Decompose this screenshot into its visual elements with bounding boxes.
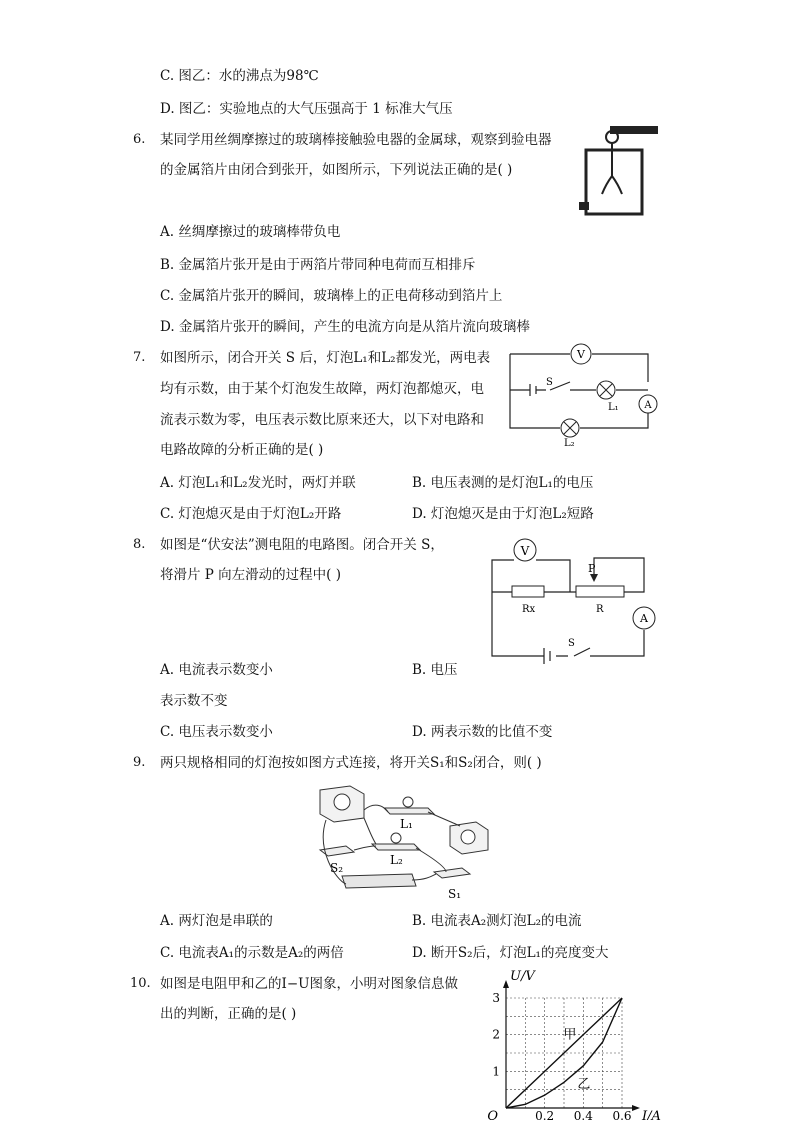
q8-option-b-part-1: B. 电压 (412, 662, 458, 678)
x-tick-label: 0.2 (535, 1109, 555, 1120)
voltmeter-label: V (577, 348, 585, 361)
q6-option-b: B. 金属箔片张开是由于两箔片带同种电荷而互相排斥 (160, 257, 476, 273)
question-9-number: 9. (133, 755, 146, 770)
outer-wire (510, 354, 648, 428)
q6-option-a: A. 丝绸摩擦过的玻璃棒带负电 (160, 224, 341, 240)
y-tick-label: 1 (492, 1064, 500, 1079)
origin-label: O (487, 1109, 498, 1120)
y-axis-label: U/V (510, 969, 535, 984)
q8-option-a: A. 电流表示数变小 (160, 662, 273, 678)
foil-right (612, 176, 622, 194)
foil-left (602, 176, 612, 194)
x-axis-arrow (632, 1105, 640, 1111)
lamp-l2-base (372, 844, 420, 850)
q8-option-c: C. 电压表示数变小 (160, 724, 273, 740)
resistor-rx (512, 586, 544, 597)
q6-option-d: D. 金属箔片张开的瞬间，产生的电流方向是从箔片流向玻璃棒 (160, 319, 530, 335)
question-7-stem-line-3: 流表示数为零，电压表示数比原来还大，以下对电路和 (160, 412, 484, 428)
q7-option-b: B. 电压表测的是灯泡L₁的电压 (412, 475, 594, 491)
switch-s1 (434, 868, 470, 878)
series-label-yi: 乙 (577, 1076, 591, 1092)
q8-circuit-figure (484, 532, 668, 664)
y-tick-label: 3 (492, 991, 500, 1005)
q7-option-a: A. 灯泡L₁和L₂发光时，两灯并联 (160, 475, 356, 491)
electroscope-figure (576, 124, 660, 220)
q6-option-c: C. 金属箔片张开的瞬间，玻璃棒上的正电荷移动到箔片上 (160, 288, 503, 304)
electroscope-case (586, 150, 642, 214)
question-8-number: 8. (133, 537, 146, 552)
lamp-l1-label: L₁ (608, 402, 619, 413)
series-label-jia: 甲 (563, 1027, 577, 1043)
ammeter-label: A (644, 400, 652, 411)
ammeter-a2-dial (461, 830, 475, 844)
question-10-number: 10. (130, 976, 151, 991)
question-6-number: 6. (133, 132, 146, 147)
battery (544, 648, 550, 664)
q8-option-b-part-2: 表示数不变 (160, 693, 228, 709)
lamp-l2-bulb (391, 833, 401, 843)
switch-s2-label: S₂ (330, 861, 344, 875)
lamp-l1-bulb (403, 797, 413, 807)
x-tick-label: 0.6 (612, 1109, 632, 1120)
question-7-number: 7. (133, 350, 146, 365)
switch-label: S (568, 638, 575, 649)
q9-option-d: D. 断开S₂后，灯泡L₁的亮度变大 (412, 945, 609, 961)
switch-label: S (546, 377, 553, 388)
iu-graph (486, 968, 662, 1120)
q8-option-d: D. 两表示数的比值不变 (412, 724, 553, 740)
lamp-l2-label: L₂ (390, 853, 403, 867)
voltmeter-label: V (520, 544, 530, 558)
slider-arrow (590, 574, 598, 582)
question-7-stem-line-2: 均有示数，由于某个灯泡发生故障，两灯泡都熄灭，电 (160, 381, 484, 397)
question-9-stem-line-1: 两只规格相同的灯泡按如图方式连接，将开关S₁和S₂闭合，则( ) (160, 755, 542, 771)
question-10-stem-line-1: 如图是电阻甲和乙的I−U图象，小明对图象信息做 (160, 976, 459, 992)
lamp-l2-label: L₂ (564, 438, 575, 448)
switch-s1-label: S₁ (448, 887, 462, 901)
q9-option-b: B. 电流表A₂测灯泡L₂的电流 (412, 913, 582, 929)
q7-circuit-figure (500, 340, 670, 448)
battery (530, 384, 536, 396)
x-axis-label: I/A (642, 1109, 661, 1120)
q5-option-c: C. 图乙：水的沸点为98℃ (160, 68, 319, 84)
y-tick-label: 2 (492, 1027, 500, 1042)
q9-apparatus-figure (306, 780, 494, 904)
question-6-stem-line-2: 的金属箔片由闭合到张开，如图所示，下列说法正确的是( ) (160, 162, 513, 178)
q9-option-c: C. 电流表A₁的示数是A₂的两倍 (160, 945, 344, 961)
question-7-stem-line-4: 电路故障的分析正确的是( ) (160, 442, 324, 458)
lamp-l1-label: L₁ (400, 817, 413, 831)
resistor-rx-label: Rx (522, 604, 536, 615)
branch-wire (510, 382, 648, 390)
battery-box (342, 874, 416, 888)
question-8-stem-line-1: 如图是“伏安法”测电阻的电路图。闭合开关 S， (160, 537, 444, 553)
q9-option-a: A. 两灯泡是串联的 (160, 913, 273, 929)
lamp-l1-base (384, 808, 434, 814)
question-6-stem-line-1: 某同学用丝绸摩擦过的玻璃棒接触验电器的金属球，观察到验电器 (160, 132, 552, 148)
q5-option-d: D. 图乙：实验地点的大气压强高于 1 标准大气压 (160, 101, 453, 117)
question-8-stem-line-2: 将滑片 P 向左滑动的过程中( ) (160, 567, 341, 583)
q7-option-d: D. 灯泡熄灭是由于灯泡L₂短路 (412, 506, 594, 522)
ammeter-label: A (640, 612, 648, 625)
x-tick-label: 0.4 (573, 1109, 593, 1120)
ground-terminal (579, 202, 589, 210)
rheostat-r-label: R (596, 604, 604, 615)
slider-label: P (588, 562, 596, 575)
question-7-stem-line-1: 如图所示，闭合开关 S 后，灯泡L₁和L₂都发光，两电表 (160, 350, 491, 366)
q7-option-c: C. 灯泡熄灭是由于灯泡L₂开路 (160, 506, 342, 522)
ammeter-a1-dial (334, 794, 350, 810)
rheostat-r (576, 586, 624, 597)
y-axis-arrow (503, 980, 509, 988)
question-10-stem-line-2: 出的判断，正确的是( ) (160, 1006, 297, 1022)
